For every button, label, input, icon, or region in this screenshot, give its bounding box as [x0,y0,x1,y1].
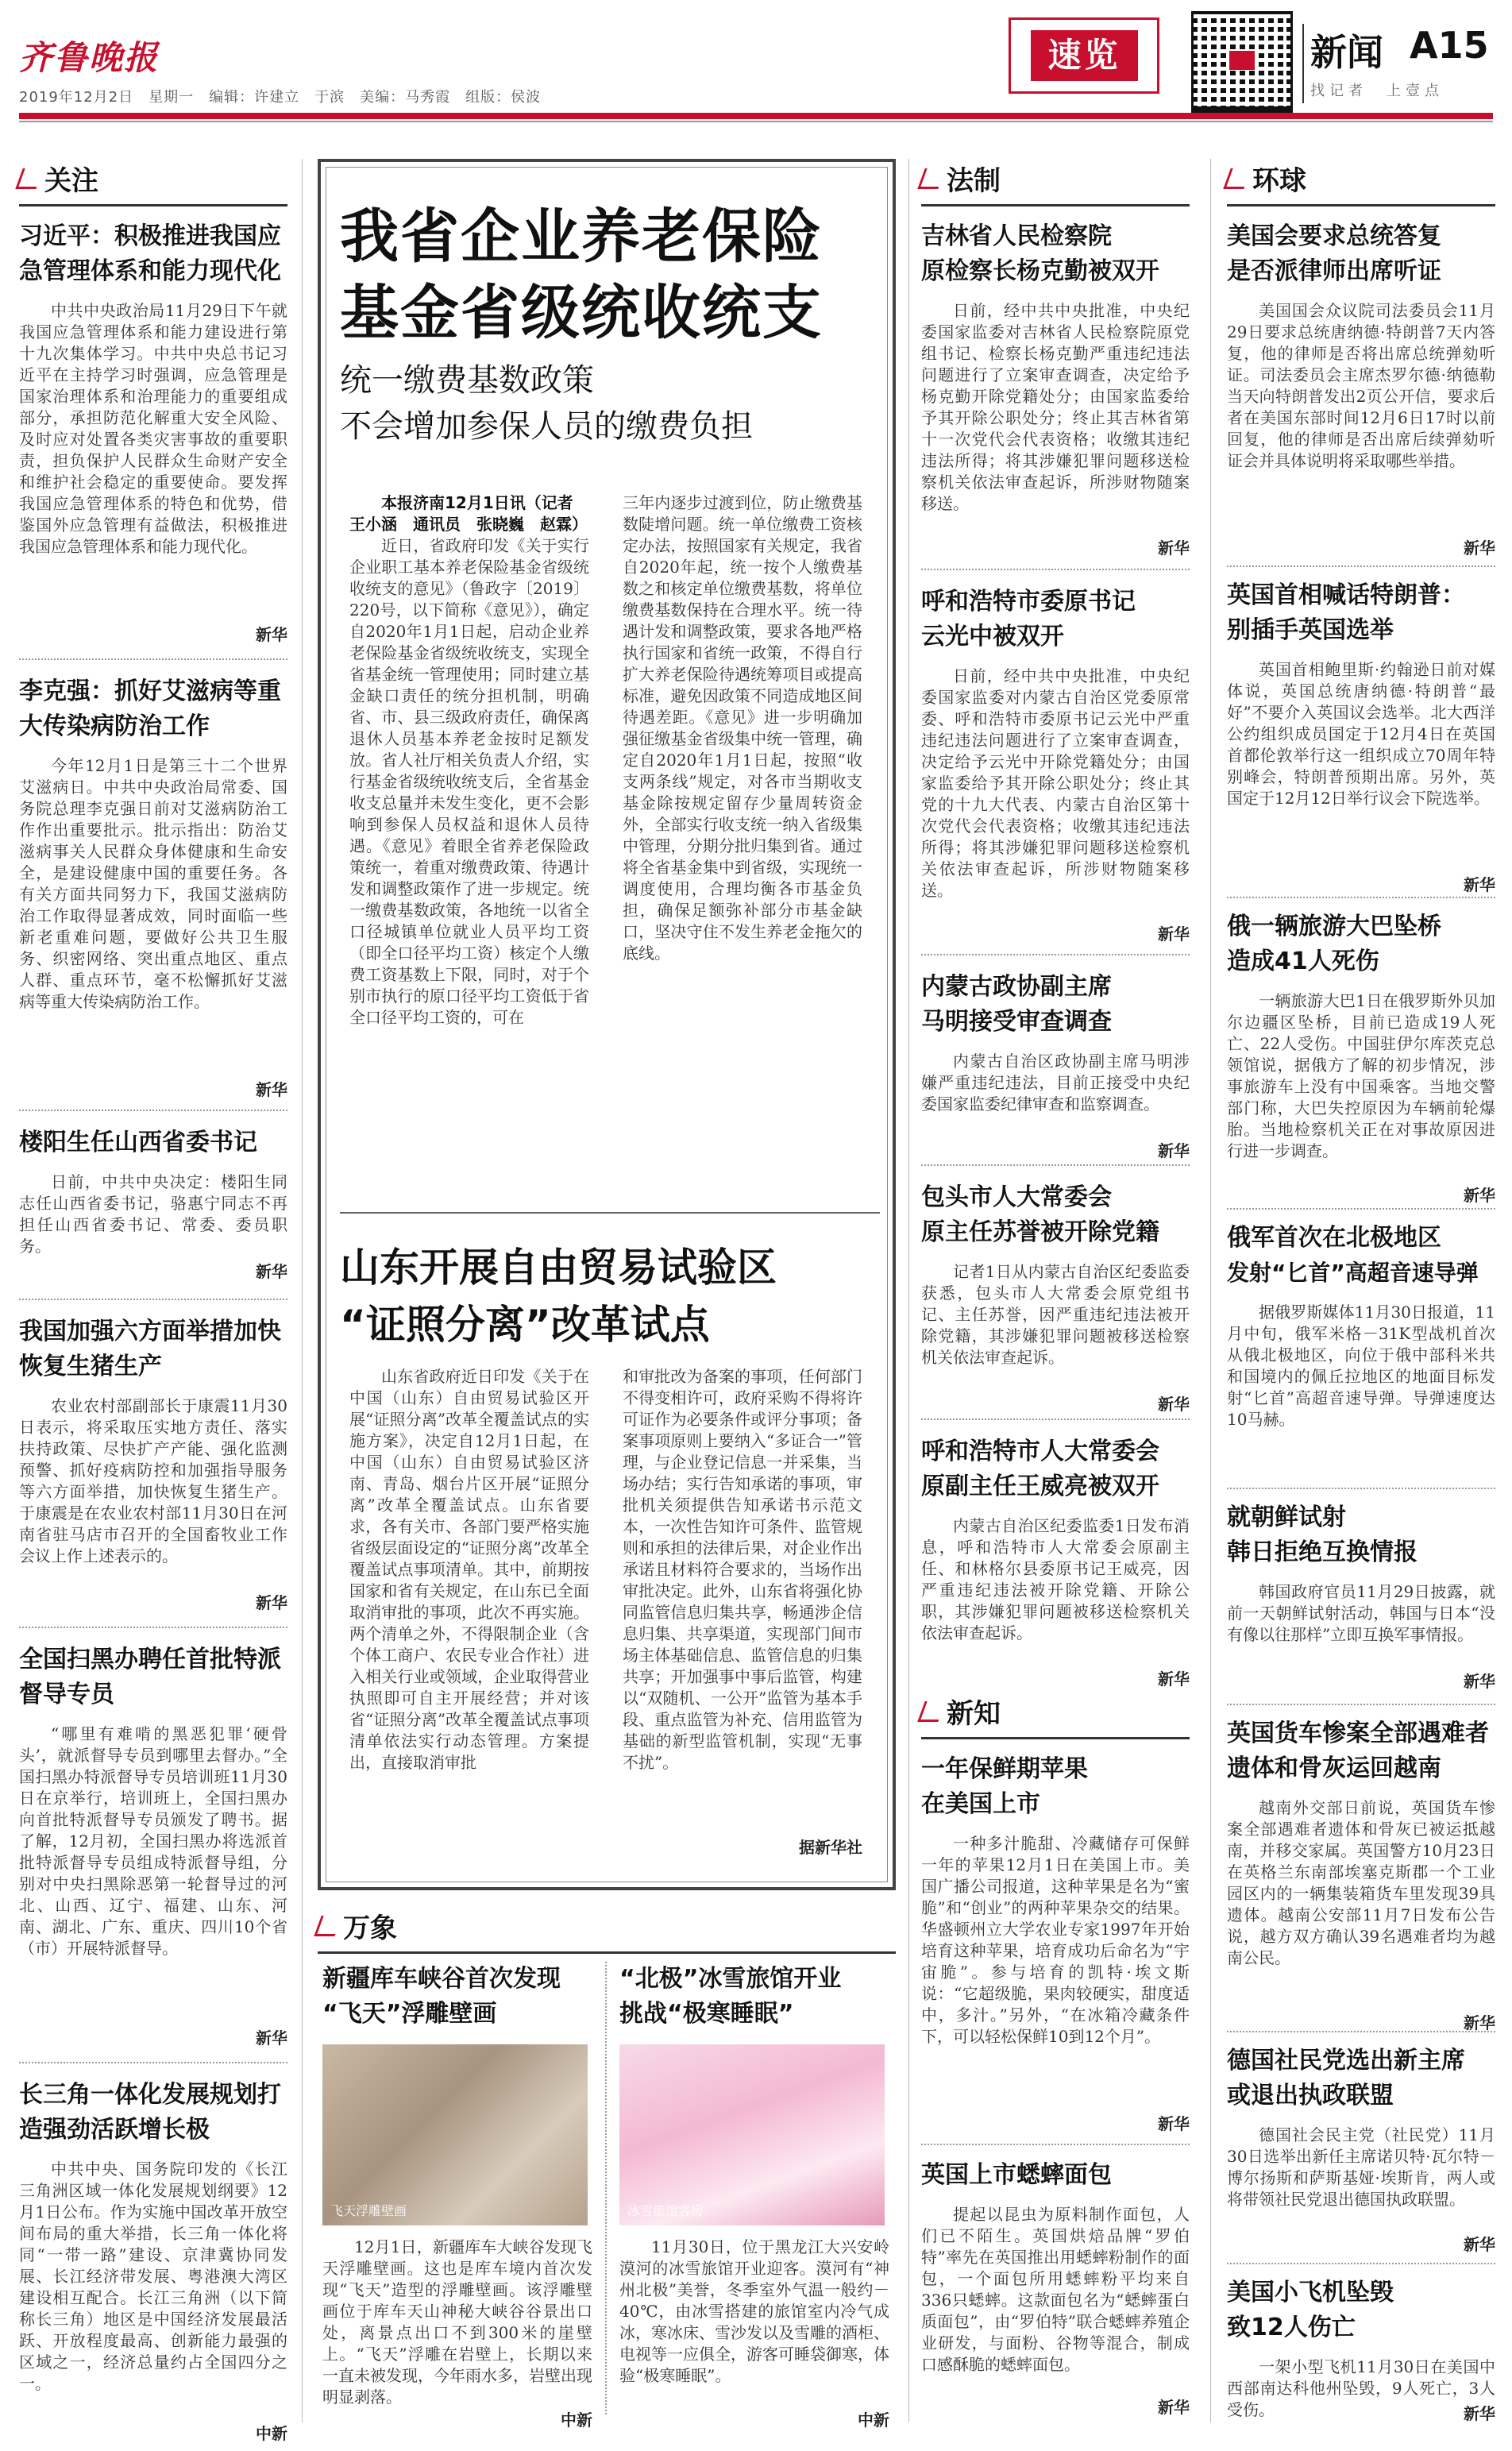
article-source: 新华 [1464,538,1495,558]
heading-mark-icon [917,168,945,189]
column-focus [19,159,287,2443]
article-title[interactable]: 吉林省人民检察院 [921,222,1112,250]
article-title[interactable]: 在美国上市 [921,1790,1040,1818]
masthead-rule-thin [19,121,1493,122]
article-source: 新华 [1464,2404,1495,2423]
article [19,674,287,1103]
box-divider [340,1212,880,1214]
article-body: 日前，中共中央决定：楼阳生同志任山西省委书记，骆惠宁同志不再担任山西省委书记、常委、委员职务。 [19,1172,287,1256]
article-title[interactable]: 新疆库车峡谷首次发现 [322,1965,561,1993]
article-title[interactable]: 美国小飞机坠毁 [1227,2279,1394,2306]
divider [19,1627,287,1628]
article-body: 一辆旅游大巴1日在俄罗斯外贝加尔边疆区坠桥，目前已造成19人死亡、22人受伤。中国驻伊尔库茨克总领馆说，据俄方了解的初步情况，涉事旅游车上没有中国乘客。当地交警部门称，大巴失控原因为车辆前轮爆胎。当地检察机关正在对事故原因进行进一步调查。 [1227,991,1495,1160]
article-source: 新华 [256,1593,287,1612]
article-source: 新华 [256,1080,287,1099]
article [921,1434,1190,1696]
heading-rule [921,1737,1190,1739]
article-body: 内蒙古自治区纪委监委1日发布消息，呼和浩特市人大常委会原副主任、和林格尔县委原书记王威亮，因严重违纪违法被开除党籍、开除公职，其涉嫌犯罪问题被移送检察机关依法审查起诉。 [921,1516,1190,1642]
article-source: 新华 [256,1262,287,1281]
article [1227,1221,1495,1483]
article [921,1752,1190,2137]
column-heading: 关注 [19,159,287,198]
article-body: 韩国政府官员11月29日披露，就前一天朝鲜试射活动，韩国与日本“没有像以往那样”立即互换军事情报。 [1227,1582,1495,1644]
section-wanxiang [318,1906,896,1967]
article [1227,2275,1495,2442]
article-title[interactable]: 呼和浩特市委原书记 [921,588,1136,616]
divider [1227,565,1495,567]
article-source: 新华 [1158,1669,1190,1689]
article-title[interactable]: 习近平：积极推进我国应急管理体系和能力现代化 [19,222,281,285]
heading-mark-icon [314,1916,341,1936]
lead-body: 三年内逐步过渡到位，防止缴费基数陡增问题。统一单位缴费工资核定办法，按照国家有关规定，我省自2020年起，统一按个人缴费基数之和核定单位缴费基数，将单位缴费基数保持在合理水平。统一待遇计发和调整政策，要求各地严格执行国家和省统一政策，不得自行扩大养老保险待遇统筹项目或提高标准，避免因政策不同造成地区间待遇差距。《意见》进一步明确加强征缴基金省级集中统一管理，确定自2020年1月1日起，按照“收支两条线”规定，对各市当期收支基金除按规定留存少量周转资金外，全部实行收支统一纳入省级集中管理，分期分批归集到省。通过将全省基金集中到省级，实现统一调度使用，合理均衡各市基金负担，确保足额弥补部分市基金缺口，坚决守住不发生养老金拖欠的底线。 [623,493,862,963]
newspaper-logo: 齐鲁晚报 [19,38,160,77]
article-title[interactable]: 我国加强六方面举措加快恢复生猪生产 [19,1318,281,1380]
article-body: 提起以昆虫为原料制作面包，人们已不陌生。英国烘焙品牌“罗伯特”率先在英国推出用蟋蟀粉制作的面包，一个面包所用蟋蟀粉平均来自336只蟋蟀。这款面包名为“蟋蟀蛋白质面包”，由“罗伯特”联合蟋蟀养殖企业研发，与面粉、谷物等混合，制成口感酥脆的蟋蟀面包。 [921,2205,1190,2374]
ice-hotel-photo [619,2044,885,2225]
lead-column-1 [349,492,589,1207]
divider [19,1299,287,1300]
article-body: 越南外交部日前说，英国货车惨案全部遇难者遗体和骨灰已被运抵越南，并移交家属。英国警方10月23日在英格兰东南部埃塞克斯郡一个工业园区内的一辆集装箱货车里发现39具遗体。越南公安部11月7日发布公告说，越方双方确认39名遇难者均为越南公民。 [1227,1798,1495,1967]
article-title[interactable]: 包头市人大常委会 [921,1183,1112,1211]
lead-title[interactable]: 我省企业养老保险 [340,203,823,271]
divider [921,569,1190,570]
article-title[interactable]: 德国社民党选出新主席 [1227,2047,1465,2075]
article-source: 新华 [1464,875,1495,894]
column-heading: 新知 [921,1692,1190,1731]
column-law [921,159,1190,1689]
article-title[interactable]: “飞天”浮雕壁画 [322,2000,497,2028]
article-source: 新华 [1464,1672,1495,1691]
second-article [340,1239,880,1353]
lead-byline: 本报济南12月1日讯（记者 王小涵 通讯员 张晓巍 赵霖） [349,493,589,534]
article-title[interactable]: 原副主任王威亮被双开 [921,1473,1159,1500]
heading-rule [318,1951,896,1954]
article-title[interactable]: 遗体和骨灰运回越南 [1227,1754,1441,1782]
article-title[interactable]: 原检察长杨克勤被双开 [921,257,1159,285]
photo-caption: 冰雪旅馆客房 [627,2203,704,2218]
article [19,1125,287,1292]
header-divider [1302,24,1304,103]
divider [1227,2031,1495,2032]
article-title[interactable]: 云光中被双开 [921,623,1064,650]
article-title[interactable]: 造成41人死伤 [1227,948,1379,975]
second-source: 据新华社 [799,1838,862,1857]
article-source: 新华 [1464,1186,1495,1205]
article [1227,909,1495,1203]
article-body: 12月1日，新疆库车大峡谷发现飞天浮雕壁画。这也是库车境内首次发现“飞天”造型的浮雕壁画。该浮雕壁画位于库车天山神秘大峡谷谷景出口处，离景点出口不到300米的崖壁上。“飞天”浮雕在岩壁上，长期以来一直未被发现，今年雨水多，岩壁出现明显剥落。 [322,2237,592,2407]
article [1227,219,1495,561]
heading-rule [921,204,1190,207]
heading-rule [19,204,287,207]
heading-mark-icon [1223,168,1251,189]
photo-caption: 飞天浮雕壁画 [330,2203,407,2218]
column-heading: 法制 [921,159,1190,198]
divider [1227,1488,1495,1489]
article-title[interactable]: 俄一辆旅游大巴坠桥 [1227,913,1441,940]
article [921,585,1190,946]
article-title[interactable]: 英国货车惨案全部遇难者 [1227,1720,1489,1747]
article-title[interactable]: 韩日拒绝互换情报 [1227,1538,1418,1566]
section-badge: 速览 [1031,30,1138,81]
masthead-rule [19,113,1493,119]
divider [1227,897,1495,898]
article-title[interactable]: 就朝鲜试射 [1227,1503,1346,1531]
article-title[interactable]: 楼阳生任山西省委书记 [19,1129,257,1156]
article-title[interactable]: 俄军首次在北极地区 [1227,1224,1441,1252]
article-title[interactable]: 挑战“极寒睡眠” [619,2000,794,2028]
article-source: 新华 [1464,2013,1495,2032]
divider [19,2062,287,2063]
article-title[interactable]: “北极”冰雪旅馆开业 [619,1965,842,1993]
article-body: 据俄罗斯媒体11月30日报道，11月中旬，俄军米格－31K型战机首次从俄北极地区，向位于俄中部科米共和国境内的佩丘拉地区的地面目标发射“匕首”高超音速导弹。导弹速度达10马赫。 [1227,1303,1495,1429]
article-body: 美国国会众议院司法委员会11月29日要求总统唐纳德·特朗普7天内答复，他的律师是否将出席总统弹劾听证。司法委员会主席杰罗尔德·纳德勒当天向特朗普发出2页公开信，要求后者在美国东部时间12月6日17时以前回复，他的律师是否出席后续弹劾听证会并具体说明将采取哪些举措。 [1227,301,1495,470]
article-body: 一架小型飞机11月30日在美国中西部南达科他州坠毁，9人死亡，3人受伤。 [1227,2357,1495,2419]
page-number: A15 [1410,24,1489,67]
article-source: 新华 [1158,1395,1190,1414]
wanxiang-article [322,1962,592,2430]
article-title[interactable]: 全国扫黑办聘任首批特派督导专员 [19,1646,281,1708]
article-title[interactable]: 是否派律师出席听证 [1227,257,1441,285]
article-title[interactable]: 原主任苏誉被开除党籍 [921,1218,1159,1246]
article-title[interactable]: 一年保鲜期苹果 [921,1755,1088,1783]
heading-rule [1227,204,1495,207]
article-body: 今年12月1日是第三十二个世界艾滋病日。中共中央政治局常委、国务院总理李克强日前对艾滋病防治工作作出重要批示。批示指出：防治艾滋病事关人民群众身体健康和生命安全，是建设健康中国的重要任务。各有关方面共同努力下，我国艾滋病防治工作取得显著成效，同时面临一些新老重难问题，要做好公共卫生服务、织密网络、突出重点地区、重点人群、重点环节，毫不松懈抓好艾滋病等重大传染病防治工作。 [19,756,287,1011]
article [1227,2044,1495,2258]
article [921,1180,1190,1414]
divider [1227,1208,1495,1210]
divider [605,1962,607,2414]
lead-subtitle: 统一缴费基数政策 [340,362,594,399]
column-world [1227,159,1495,2422]
second-column-1 [349,1366,589,1859]
heading-mark-icon [15,168,43,189]
article-body: 11月30日，位于黑龙江大兴安岭漠河的冰雪旅馆开业迎客。漠河有“神州北极”美誉，冬季室外气温一般约－40℃，由冰雪搭建的旅馆室内冷气成冰，寒冰床、雪沙发以及雪雕的酒柜、电视等一应俱全，游客可睡袋御寒，体验“极寒睡眠”。 [619,2237,889,2385]
second-column-2 [623,1366,862,1859]
column-divider [1210,159,1211,2422]
wanxiang-article [619,1962,889,2430]
second-title[interactable]: “证照分离”改革试点 [340,1302,710,1348]
article-body: 中共中央政治局11月29日下午就我国应急管理体系和能力建设进行第十九次集体学习。中共中央总书记习近平在主持学习时强调，应急管理是国家治理体系和治理能力的重要组成部分，承担防范化解重大安全风险、及时应对处置各类灾害事故的重要职责，担负保护人民群众生命财产安全和维护社会稳定的重要使命。要发挥我国应急管理体系的特色和优势，借鉴国外应急管理有益做法，积极推进我国应急管理体系和能力现代化。 [19,301,287,556]
article-title[interactable]: 内蒙古政协副主席 [921,973,1112,1001]
article-source: 新华 [1158,2114,1190,2133]
article-body: 农业农村部副部长于康震11月30日表示，将采取压实地方责任、落实扶持政策、尽快扩产产能、强化监测预警、抓好疫病防控和加强指导服务等六方面举措，加快恢复生猪生产。于康震是在农业农村部11月30日在河南省驻马店市召开的全国畜牧业工作会议上作上述表示的。 [19,1396,287,1565]
article [921,970,1190,1160]
article [19,2078,287,2451]
article [1227,1500,1495,1699]
column-heading: 万象 [318,1906,896,1945]
mural-photo [322,2044,588,2225]
article-body: 日前，经中共中央批准，中央纪委国家监委对内蒙古自治区党委原常委、呼和浩特市委原书记云光中严重违纪违法问题进行了立案审查调查，决定给予云光中开除党籍处分；由国家监委给予其开除公职处分；终止其党的十九大代表、内蒙古自治区第十次党代会代表资格；收缴其违纪违法所得；将其涉嫌犯罪问题移送检察机关依法审查起诉，所涉财物随案移送。 [921,666,1190,900]
article-source: 中新 [561,2410,592,2430]
article-source: 新华 [256,2028,287,2048]
article-title[interactable]: 或退出执政联盟 [1227,2082,1394,2109]
divider [19,658,287,660]
editor-note: 找记者 上壹点 [1310,83,1444,99]
divider [921,954,1190,955]
column-divider [908,159,909,2422]
article-body: 内蒙古自治区政协副主席马明涉嫌严重违纪违法，目前正接受中央纪委国家监委纪律审查和监察调查。 [921,1052,1190,1114]
divider [921,1418,1190,1420]
article-title[interactable]: 英国上市蟋蟀面包 [921,2161,1112,2189]
second-body: 和审批改为备案的事项，任何部门不得变相许可，政府采购不得将许可证作为必要条件或评分事项；备案事项原则上要纳入“多证合一”管理，与企业登记信息一并采集，当场办结；实行告知承诺的事项，审批机关须提供告知承诺书示范文本，一次性告知许可条件、监管规则和承担的法律后果，对企业作出承诺且材料符合要求的，当场作出审批决定。此外，山东省将强化协同监管信息归集共享，畅通涉企信息归集、共享渠道，实现部门间市场主体基础信息、监管信息的归集共享；开加强事中事后监管，构建以“双随机、一公开”监管为基本手段、重点监管为补充、信用监管为基础的新型监管机制，实现“无事不扰”。 [623,1367,862,1772]
article-source: 新华 [1464,2235,1495,2254]
divider [1227,2263,1495,2264]
article-source: 新华 [1158,2398,1190,2417]
lead-body: 近日，省政府印发《关于实行企业职工基本养老保险基金省级统收统支的意见》（鲁政字〔2019〕220号，以下简称《意见》），确定自2020年1月1日起，启动企业养老保险基金省级统收统支，实现全省基金统一管理使用；同时建立基金缺口责任的统分担机制，明确省、市、县三级政府责任，确保离退休人员基本养老金按时足额发放。省人社厅相关负责人介绍，实行基金省级统收统支后，全省基金收支总量并未发生变化，更不会影响到参保人员权益和退休人员待遇。《意见》着眼全省养老保险政策统一，着重对缴费政策、待遇计发和调整政策作了进一步规定。统一缴费基数政策，各地统一以省全口径城镇单位就业人员平均工资（即全口径平均工资）核定个人缴费工资基数上下限，同时，对于个别市执行的原口径平均工资低于省全口径平均工资的，可在 [349,536,589,1027]
article [921,2158,1190,2420]
article-source: 中新 [858,2410,889,2430]
divider [19,1110,287,1111]
article-body: 记者1日从内蒙古自治区纪委监委获悉，包头市人大常委会原党组书记、主任苏誉，因严重违纪违法被开除党籍，其涉嫌犯罪问题被移送检察机关依法审查起诉。 [921,1262,1190,1367]
article [1227,578,1495,892]
article [1227,1716,1495,2032]
lead-title[interactable]: 基金省级统收统支 [340,279,823,347]
divider [1227,1704,1495,1705]
article [921,219,1190,561]
section-name: 新闻 [1310,31,1383,74]
article-source: 新华 [1158,538,1190,558]
lead-subtitle: 不会增加参保人员的缴费负担 [340,408,753,445]
qr-logo-icon [1229,51,1255,70]
column-new [921,1692,1190,2422]
article-title[interactable]: 呼和浩特市人大常委会 [921,1438,1159,1465]
article-title[interactable]: 长三角一体化发展规划打造强劲活跃增长极 [19,2081,281,2144]
article-body: 德国社会民主党（社民党）11月30日选举出新任主席诺贝特·瓦尔特－博尔扬斯和萨斯基娅·埃斯肯，两人或将带领社民党退出德国执政联盟。 [1227,2125,1495,2209]
divider [921,2144,1190,2145]
article-title[interactable]: 马明接受审查调查 [921,1008,1112,1036]
second-title[interactable]: 山东开展自由贸易试验区 [340,1245,777,1291]
article-body: 英国首相鲍里斯·约翰逊日前对媒体说，英国总统唐纳德·特朗普“最好”不要介入英国议会选举。北大西洋公约组织成员国定于12月4日在英国首都伦敦举行这一组织成立70周年特别峰会，特朗普预期出席。另外，英国定于12月12日举行议会下院选举。 [1227,660,1495,808]
article [19,1314,287,1620]
article-source: 新华 [1158,1141,1190,1160]
dateline: 2019年12月2日 星期一 编辑：许建立 于滨 美编：马秀霞 组版：侯波 [19,89,542,106]
heading-mark-icon [917,1701,945,1722]
article-title[interactable]: 美国会要求总统答复 [1227,222,1441,250]
article-title[interactable]: 李克强：抓好艾滋病等重大传染病防治工作 [19,677,281,740]
article-title[interactable]: 致12人伤亡 [1227,2314,1356,2341]
article-source: 新华 [256,625,287,644]
lead-article [340,199,880,450]
article-title[interactable]: 发射“匕首”高超音速导弹 [1227,1260,1479,1286]
divider [921,1164,1190,1166]
article-source: 新华 [1158,924,1190,944]
article [19,219,287,652]
column-divider [302,159,303,2422]
article-body: “哪里有难啃的黑恶犯罪‘硬骨头’，就派督导专员到哪里去督办。”全国扫黑办特派督导专员培训班11月30日在京举行，培训班上，全国扫黑办向首批特派督导专员颁发了聘书。据了解，12月初，全国扫黑办将选派首批特派督导专员组成特派督导组，分别对中央扫黑除恶第一轮督导过的河北、山西、辽宁、福建、山东、河南、湖北、广东、重庆、四川10个省（市）开展特派督导。 [19,1724,287,1958]
column-heading: 环球 [1227,159,1495,198]
article-body: 一种多汁脆甜、冷藏储存可保鲜一年的苹果12月1日在美国上市。美国广播公司报道，这种苹果是名为“蜜脆”和“创业”的两种苹果杂交的结果。华盛顿州立大学农业专家1997年开始培育这种苹果，培育成功后命名为“宇宙脆”。参与培育的凯特·埃文斯说：“它超级脆，果肉较硬实，甜度适中，多汁。”另外，“在冰箱冷藏条件下，可以轻松保鲜10到12个月”。 [921,1834,1190,2046]
article-body: 日前，经中共中央批准，中央纪委国家监委对吉林省人民检察院原党组书记、检察长杨克勤严重违纪违法问题进行了立案审查调查，决定给予杨克勤开除党籍处分；由国家监委给予其开除公职处分；终止其吉林省第十一次党代会代表资格；收缴其违纪违法所得；将其涉嫌犯罪问题移送检察机关依法审查起诉，所涉财物随案移送。 [921,301,1190,513]
lead-column-2 [623,492,862,1207]
article [19,1642,287,2055]
article-source: 中新 [256,2424,287,2443]
article-title[interactable]: 别插手英国选举 [1227,616,1394,644]
article-body: 中共中央、国务院印发的《长江三角洲区域一体化发展规划纲要》12月1日公布。作为实施中国改革开放空间布局的重大举措，长三角一体化将同“一带一路”建设、京津冀协同发展、长江经济带发展、粤港澳大湾区建设相互配合。长江三角洲（以下简称长三角）地区是中国经济发展最活跃、开放程度最高、创新能力最强的区域之一，经济总量约占全国四分之一。 [19,2160,287,2393]
second-body: 山东省政府近日印发《关于在中国（山东）自由贸易试验区开展“证照分离”改革全覆盖试点的实施方案》，决定自12月1日起，在中国（山东）自由贸易试验区济南、青岛、烟台片区开展“证照分离”改革全覆盖试点。山东省要求，各有关市、各部门要严格实施省级层面设定的“证照分离”改革全覆盖试点事项清单。其中，前期按国家和省有关规定，在山东已全面取消审批的事项，此次不再实施。两个清单之外，不得限制企业（含个体工商户、农民专业合作社）进入相关行业或领域，企业取得营业执照即可自主开展经营；并对该省“证照分离”改革全覆盖试点事项清单依法实行动态管理。方案提出，直接取消审批 [349,1367,589,1772]
article-title[interactable]: 英国首相喊话特朗普： [1227,581,1465,609]
